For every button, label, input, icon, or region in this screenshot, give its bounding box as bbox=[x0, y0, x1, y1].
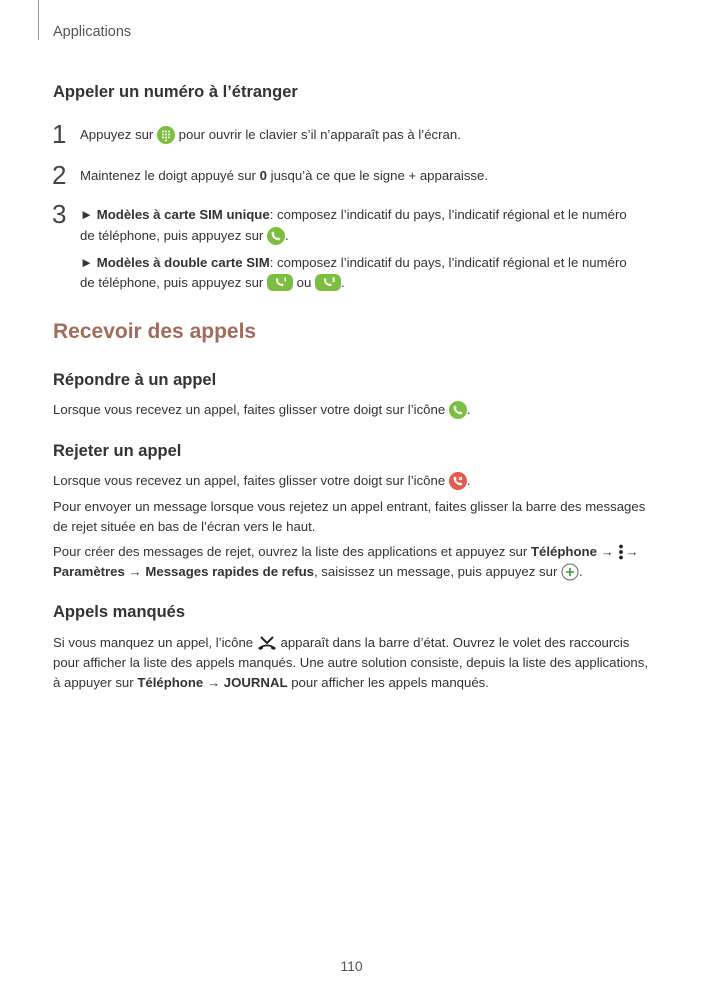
answer-call-body: Lorsque vous recevez un appel, faites glisser votre doigt sur l’icône bbox=[53, 402, 446, 417]
quick-decline-label: Messages rapides de refus bbox=[145, 564, 314, 579]
more-options-icon bbox=[617, 543, 625, 561]
single-sim-line2: de téléphone, puis appuyez sur bbox=[80, 228, 264, 243]
call-sim2-icon bbox=[315, 274, 341, 291]
reject-settings-end: . bbox=[579, 564, 583, 579]
dual-sim-text: : composez l’indicatif du pays, l’indicatif régional et le numéro bbox=[269, 255, 627, 270]
path-arrow-1: → bbox=[600, 544, 614, 559]
add-icon bbox=[561, 563, 579, 581]
reject-settings-tail: , saisissez un message, puis appuyez sur bbox=[313, 564, 558, 579]
heading-reject-call: Rejeter un appel bbox=[53, 442, 182, 460]
call-icon bbox=[267, 227, 285, 245]
dual-sim-line-1 bbox=[80, 253, 627, 273]
step-2-key: 0 bbox=[259, 168, 267, 183]
page-number: 110 bbox=[340, 958, 363, 974]
step-2-post: jusqu’à ce que le signe + apparaisse. bbox=[270, 168, 489, 183]
dual-sim-line-2 bbox=[80, 273, 345, 293]
single-sim-line-1 bbox=[80, 205, 627, 225]
dual-sim-or: ou bbox=[296, 275, 312, 290]
single-sim-end: . bbox=[284, 228, 289, 243]
step-1-pre: Appuyez sur bbox=[80, 127, 154, 142]
dual-sim-end: . bbox=[340, 275, 345, 290]
answer-call-end: . bbox=[466, 402, 471, 417]
margin-rule bbox=[38, 0, 39, 40]
single-sim-line-2 bbox=[80, 226, 289, 246]
heading-missed-calls: Appels manqués bbox=[53, 603, 186, 621]
dual-sim-label: Modèles à double carte SIM bbox=[96, 255, 270, 270]
section-header: Applications bbox=[53, 24, 132, 40]
bullet-arrow-2: ► bbox=[80, 255, 94, 270]
reject-call-end: . bbox=[466, 473, 471, 488]
reject-call-body: Lorsque vous recevez un appel, faites glisser votre doigt sur l’icône bbox=[53, 473, 446, 488]
step-number-1: 1 bbox=[52, 119, 67, 149]
missed-call-icon bbox=[257, 635, 277, 651]
path-arrow-3: → bbox=[128, 564, 142, 579]
missed-line-3b: pour afficher les appels manqués. bbox=[291, 675, 489, 690]
missed-line-1b: apparaît dans la barre d’état. Ouvrez le volet des raccourcis bbox=[280, 635, 630, 650]
missed-line-3 bbox=[53, 673, 489, 693]
reject-call-icon bbox=[449, 472, 467, 490]
reject-settings-body: Pour créer des messages de rejet, ouvrez la liste des applications et appuyez sur bbox=[53, 544, 528, 559]
missed-line-1 bbox=[53, 633, 629, 653]
reject-settings-line-1 bbox=[53, 542, 639, 562]
step-2-text bbox=[80, 166, 488, 186]
step-1-post: pour ouvrir le clavier s’il n’apparaît pas à l’écran. bbox=[178, 127, 461, 142]
single-sim-label: Modèles à carte SIM unique bbox=[96, 207, 270, 222]
bullet-arrow: ► bbox=[80, 207, 94, 222]
step-1-text bbox=[80, 125, 461, 145]
path-arrow-2: → bbox=[625, 544, 639, 559]
missed-line-1a: Si vous manquez un appel, l’icône bbox=[53, 635, 254, 650]
missed-line-3a: à appuyer sur bbox=[53, 675, 134, 690]
step-number-3: 3 bbox=[52, 199, 67, 229]
reject-call-text-1 bbox=[53, 471, 471, 491]
call-sim1-icon bbox=[267, 274, 293, 291]
dual-sim-line2: de téléphone, puis appuyez sur bbox=[80, 275, 264, 290]
settings-label: Paramètres bbox=[53, 564, 125, 579]
keypad-icon bbox=[157, 126, 175, 144]
phone-app-label: Téléphone bbox=[530, 544, 597, 559]
answer-call-text bbox=[53, 400, 471, 420]
answer-call-icon bbox=[449, 401, 467, 419]
missed-line-2: pour afficher la liste des appels manqués. Une autre solution consiste, depuis la liste des applications, bbox=[53, 655, 649, 670]
path-arrow-4: → bbox=[206, 675, 221, 690]
reject-message-line-2: de rejet située en bas de l’écran vers le haut. bbox=[53, 519, 316, 534]
heading-receive-calls: Recevoir des appels bbox=[53, 320, 257, 343]
step-2-pre: Maintenez le doigt appuyé sur bbox=[80, 168, 256, 183]
heading-international-call: Appeler un numéro à l’étranger bbox=[53, 83, 298, 101]
single-sim-text: : composez l’indicatif du pays, l’indicatif régional et le numéro bbox=[269, 207, 627, 222]
reject-settings-line-2 bbox=[53, 562, 583, 582]
phone-app-label-2: Téléphone bbox=[137, 675, 204, 690]
heading-answer-call: Répondre à un appel bbox=[53, 371, 217, 389]
reject-message-line-1: Pour envoyer un message lorsque vous rejetez un appel entrant, faites glisser la barre des messages bbox=[53, 499, 646, 514]
log-tab-label: JOURNAL bbox=[223, 675, 288, 690]
step-number-2: 2 bbox=[52, 160, 67, 190]
